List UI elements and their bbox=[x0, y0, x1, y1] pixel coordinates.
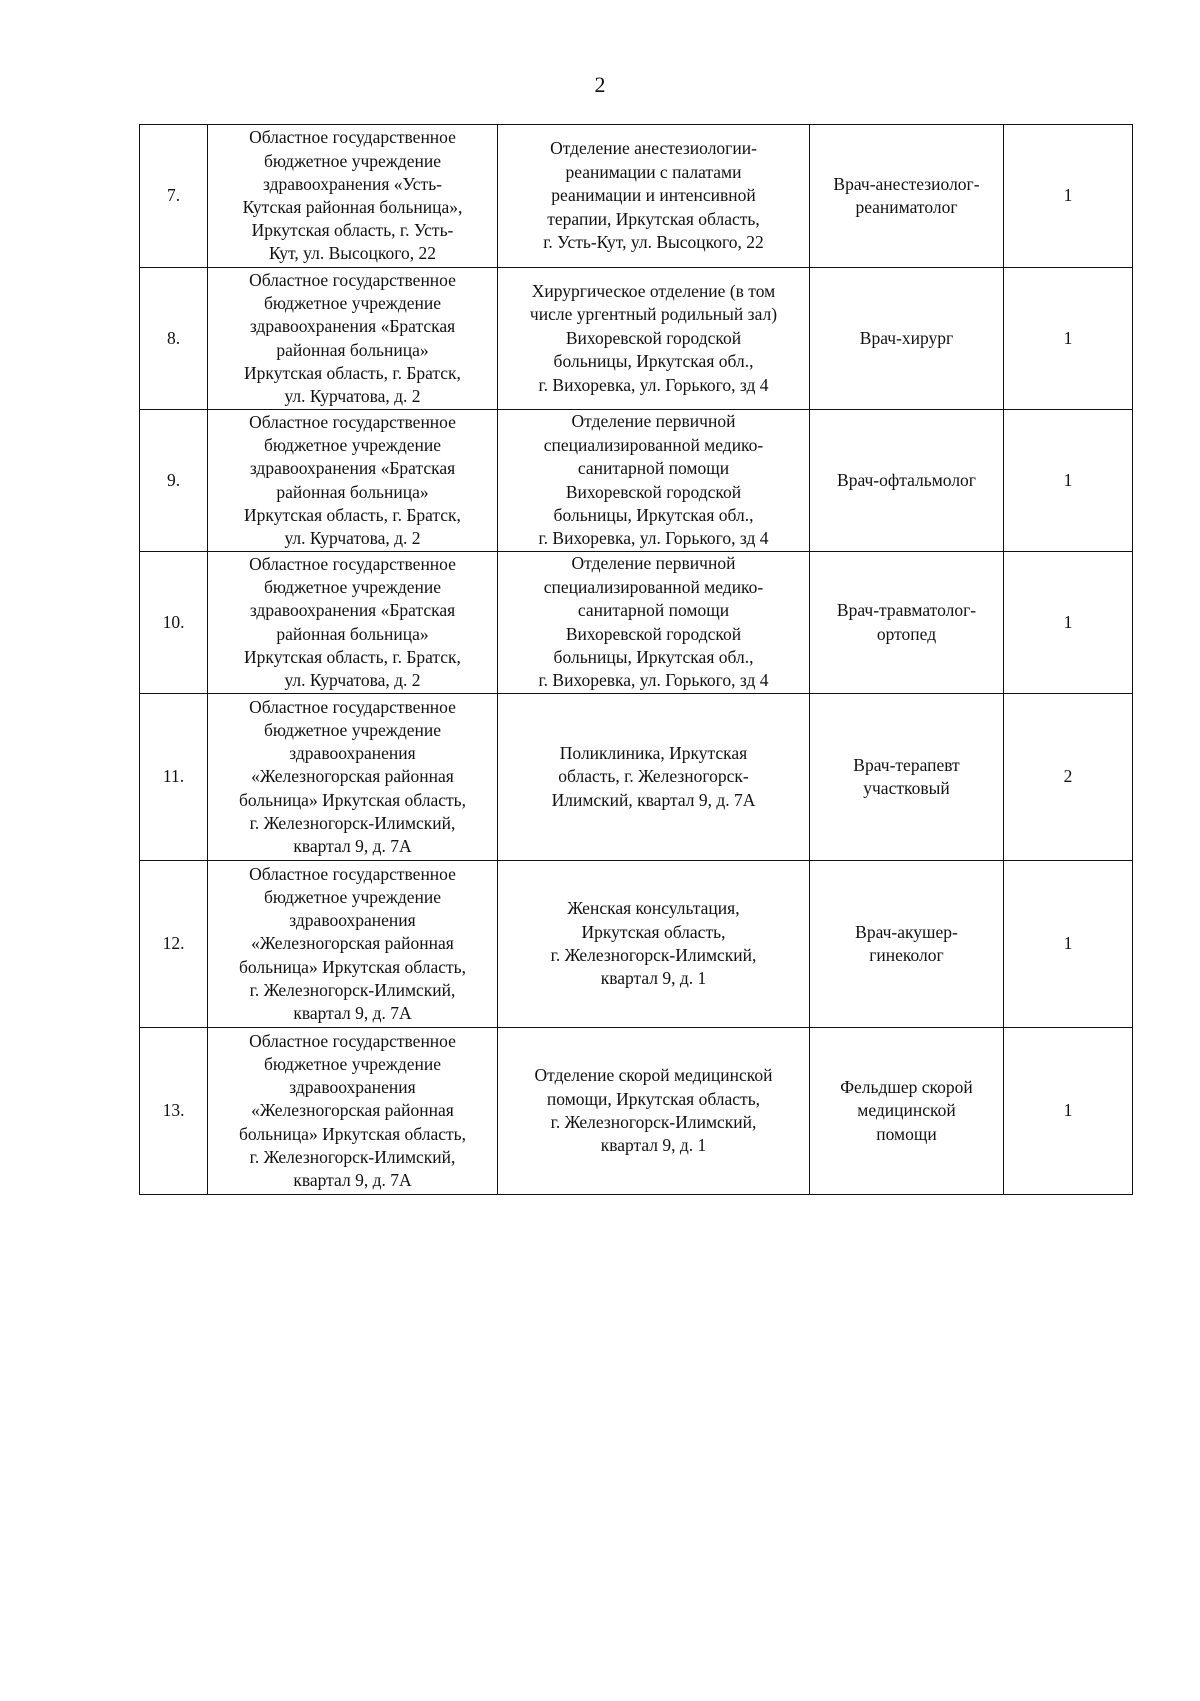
quantity-cell: 1 bbox=[1004, 861, 1133, 1028]
quantity-cell: 1 bbox=[1004, 552, 1133, 694]
position-cell: Фельдшер скорой медицинской помощи bbox=[810, 1028, 1004, 1195]
position-cell: Врач-травматолог- ортопед bbox=[810, 552, 1004, 694]
vacancies-table bbox=[139, 124, 1133, 1195]
organization-cell: Областное государственное бюджетное учреждение здравоохранения «Братская районная больница» Иркутская область, г. Братск, ул. Курчатова, д. 2 bbox=[208, 552, 498, 694]
position-cell: Врач-хирург bbox=[810, 268, 1004, 410]
row-number: 11. bbox=[140, 694, 208, 861]
page-number: 2 bbox=[594, 72, 606, 97]
row-number: 8. bbox=[140, 268, 208, 410]
table-row bbox=[140, 125, 1133, 268]
position-cell: Врач-офтальмолог bbox=[810, 410, 1004, 552]
table-row bbox=[140, 268, 1133, 410]
organization-cell: Областное государственное бюджетное учреждение здравоохранения «Братская районная больница» Иркутская область, г. Братск, ул. Курчатова, д. 2 bbox=[208, 410, 498, 552]
table-row bbox=[140, 552, 1133, 694]
quantity-cell: 1 bbox=[1004, 410, 1133, 552]
position-cell: Врач-терапевт участковый bbox=[810, 694, 1004, 861]
table-row bbox=[140, 861, 1133, 1028]
organization-cell: Областное государственное бюджетное учреждение здравоохранения «Железногорская районная больница» Иркутская область, г. Железногорск-Илимский, квартал 9, д. 7А bbox=[208, 1028, 498, 1195]
row-number: 12. bbox=[140, 861, 208, 1028]
organization-cell: Областное государственное бюджетное учреждение здравоохранения «Братская районная больница» Иркутская область, г. Братск, ул. Курчатова, д. 2 bbox=[208, 268, 498, 410]
department-cell: Женская консультация, Иркутская область, г. Железногорск-Илимский, квартал 9, д. 1 bbox=[498, 861, 810, 1028]
quantity-cell: 1 bbox=[1004, 1028, 1133, 1195]
quantity-cell: 1 bbox=[1004, 125, 1133, 268]
organization-cell: Областное государственное бюджетное учреждение здравоохранения «Железногорская районная больница» Иркутская область, г. Железногорск-Илимский, квартал 9, д. 7А bbox=[208, 861, 498, 1028]
organization-cell: Областное государственное бюджетное учреждение здравоохранения «Усть- Кутская районная больница», Иркутская область, г. Усть- Кут, ул. Высоцкого, 22 bbox=[208, 125, 498, 268]
department-cell: Отделение анестезиологии- реанимации с палатами реанимации и интенсивной терапии, Иркутская область, г. Усть-Кут, ул. Высоцкого, 22 bbox=[498, 125, 810, 268]
department-cell: Поликлиника, Иркутская область, г. Железногорск- Илимский, квартал 9, д. 7А bbox=[498, 694, 810, 861]
quantity-cell: 1 bbox=[1004, 268, 1133, 410]
position-cell: Врач-акушер- гинеколог bbox=[810, 861, 1004, 1028]
department-cell: Отделение скорой медицинской помощи, Иркутская область, г. Железногорск-Илимский, квартал 9, д. 1 bbox=[498, 1028, 810, 1195]
department-cell: Отделение первичной специализированной медико- санитарной помощи Вихоревской городской больницы, Иркутская обл., г. Вихоревка, ул. Горького, зд 4 bbox=[498, 552, 810, 694]
table-row bbox=[140, 410, 1133, 552]
quantity-cell: 2 bbox=[1004, 694, 1133, 861]
row-number: 10. bbox=[140, 552, 208, 694]
table-row bbox=[140, 1028, 1133, 1195]
row-number: 7. bbox=[140, 125, 208, 268]
organization-cell: Областное государственное бюджетное учреждение здравоохранения «Железногорская районная больница» Иркутская область, г. Железногорск-Илимский, квартал 9, д. 7А bbox=[208, 694, 498, 861]
department-cell: Хирургическое отделение (в том числе ургентный родильный зал) Вихоревской городской больницы, Иркутская обл., г. Вихоревка, ул. Горького, зд 4 bbox=[498, 268, 810, 410]
row-number: 9. bbox=[140, 410, 208, 552]
position-cell: Врач-анестезиолог- реаниматолог bbox=[810, 125, 1004, 268]
row-number: 13. bbox=[140, 1028, 208, 1195]
table-row bbox=[140, 694, 1133, 861]
department-cell: Отделение первичной специализированной медико- санитарной помощи Вихоревской городской больницы, Иркутская обл., г. Вихоревка, ул. Горького, зд 4 bbox=[498, 410, 810, 552]
